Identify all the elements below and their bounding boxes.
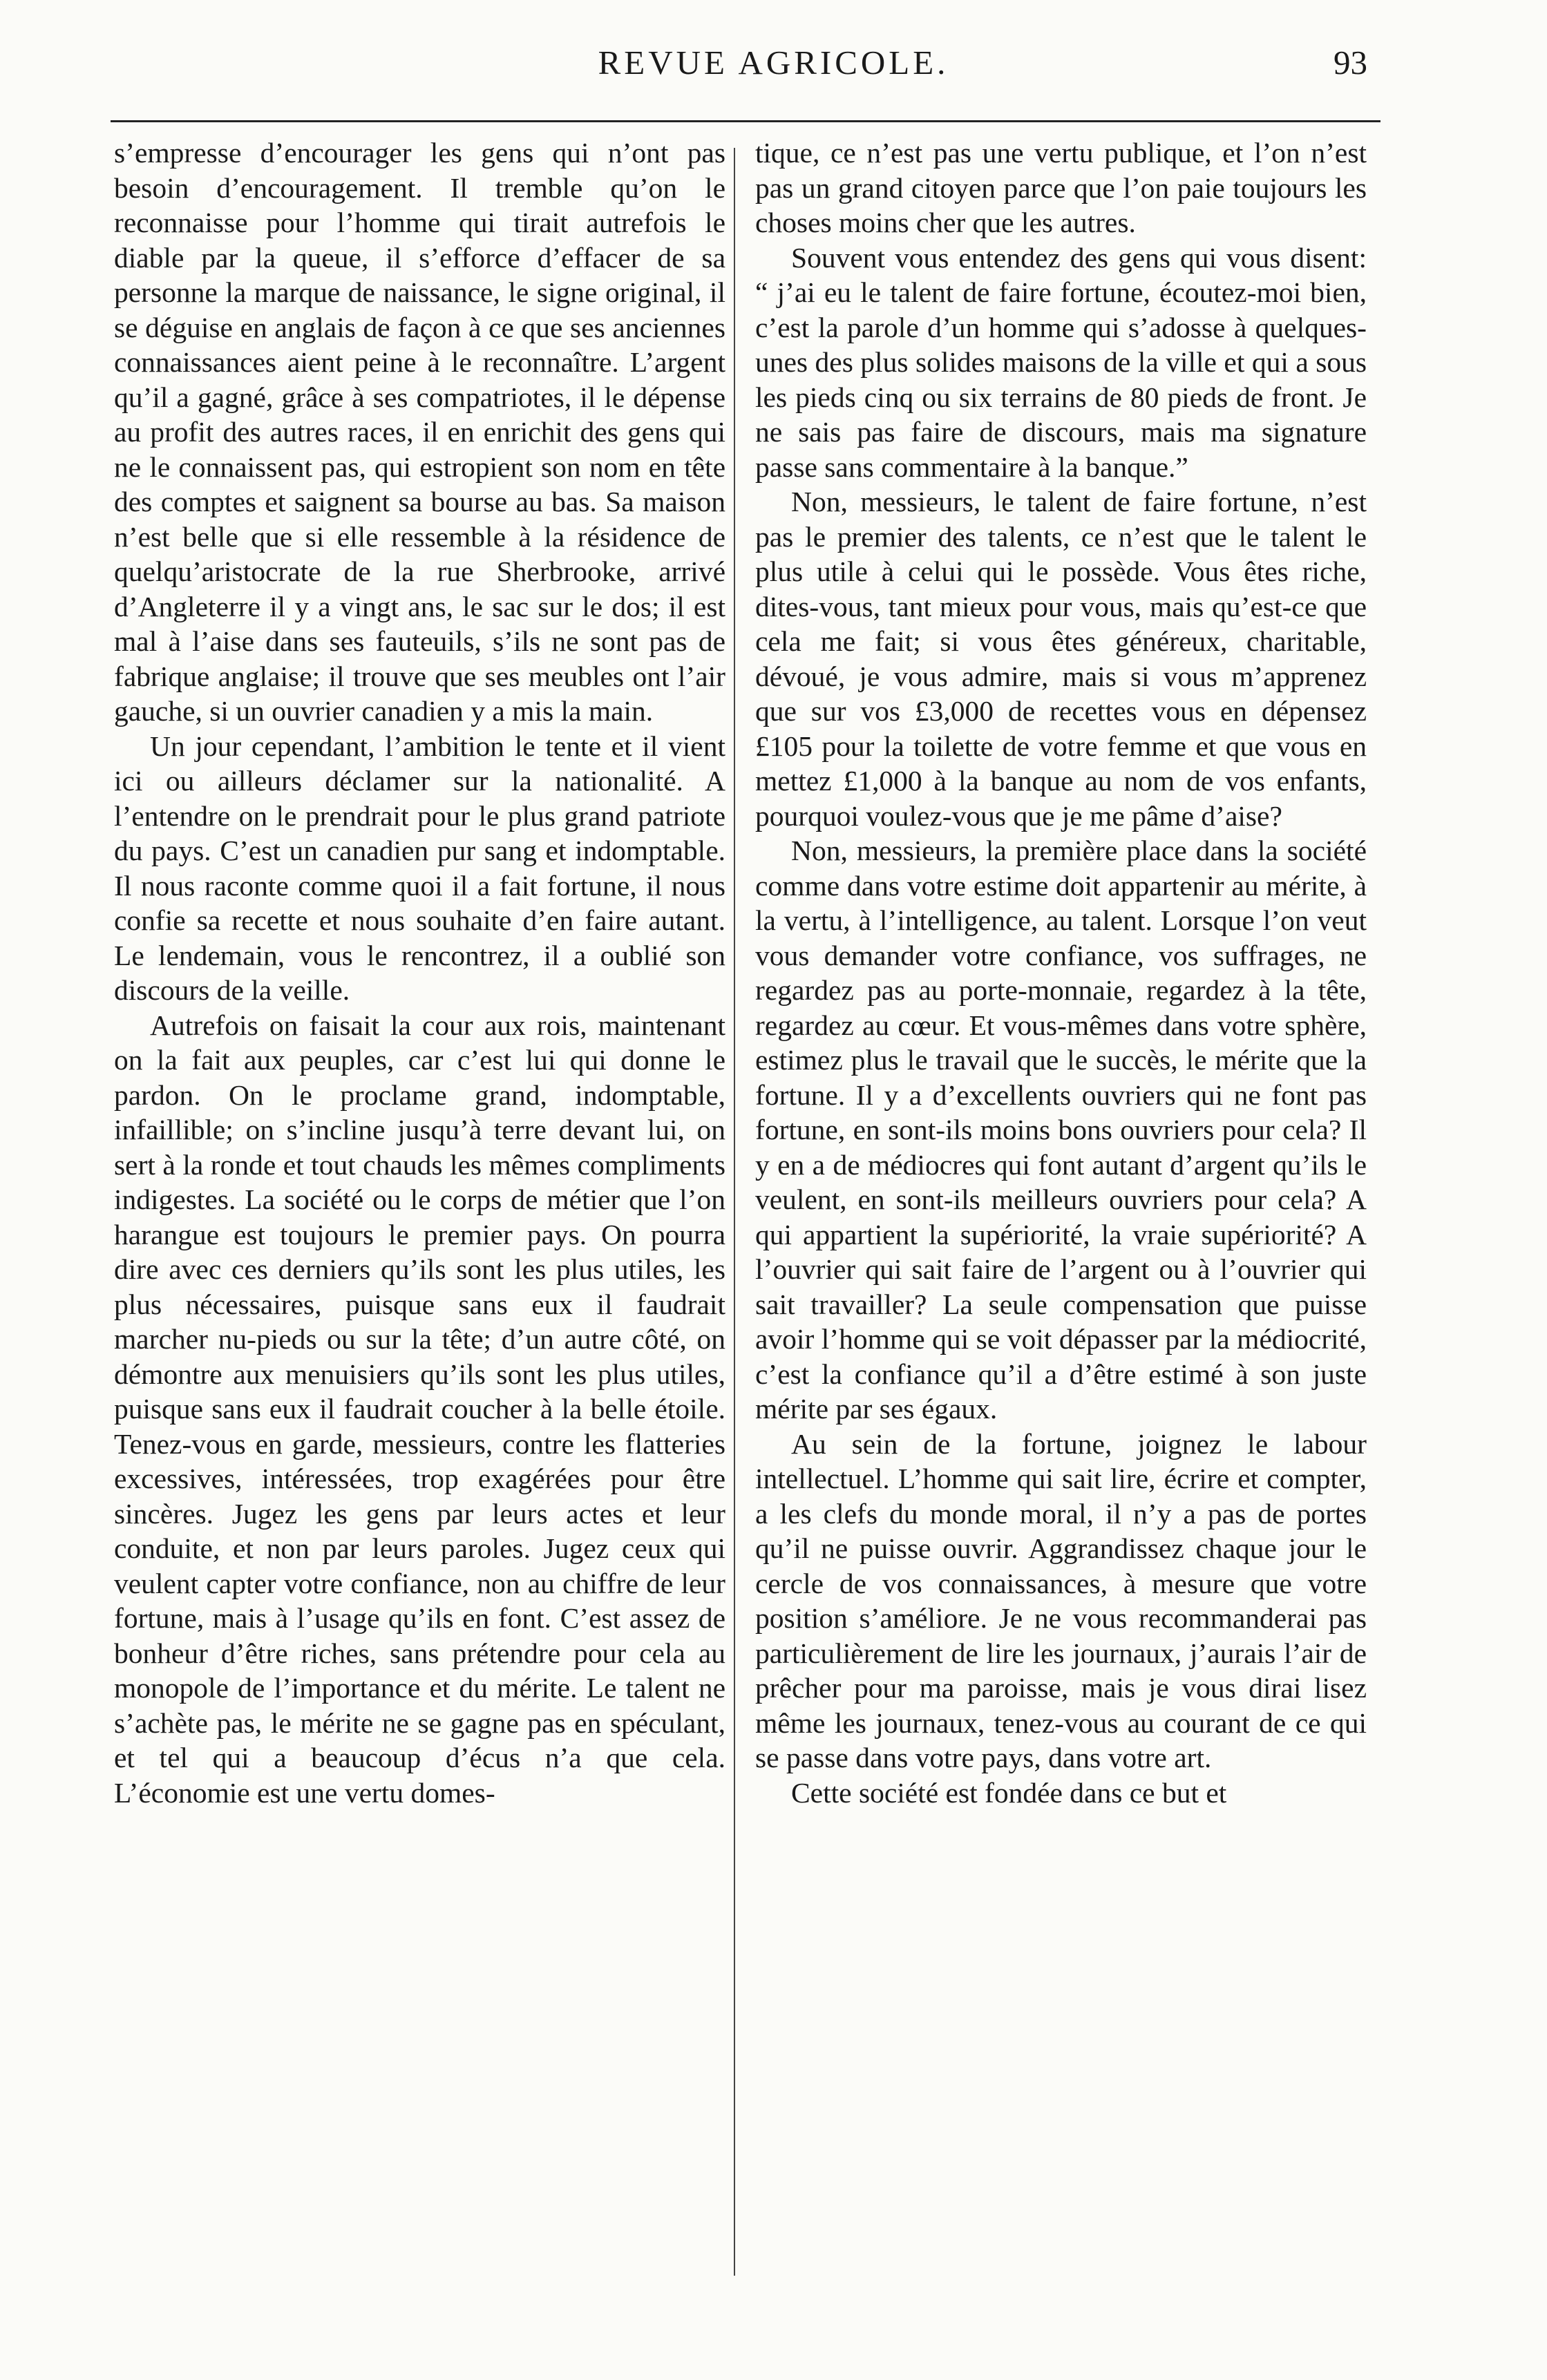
right-column (755, 135, 1367, 1810)
running-header-title: REVUE AGRICOLE. (598, 44, 949, 82)
left-paragraph-1: s’empresse d’encourager les gens qui n’ont pas besoin d’encouragement. Il tremble qu’on le reconnaisse pour l’homme qui tirait autrefois le diable par la queue, il s’efforce d’effacer de sa personne la marque de naissance, le signe original, il se déguise en anglais de façon à ce que ses anciennes connaissances aient peine à le reconnaître. L’argent qu’il a gagné, grâce à ses compatriotes, il le dépense au profit des autres races, il en enrichit des gens qui ne le connaissent pas, qui estropient son nom en tête des comptes et saignent sa bourse au bas. Sa maison n’est belle que si elle ressemble à la résidence de quelqu’aristocrate de la rue Sherbrooke, arrivé d’Angleterre il y a vingt ans, le sac sur le dos; il est mal à l’aise dans ses fauteuils, s’ils ne sont pas de fabrique anglaise; il trouve que ses meubles ont l’air gauche, si un ouvrier canadien y a mis la main. (114, 137, 725, 727)
left-paragraph-3: Autrefois on faisait la cour aux rois, maintenant on la fait aux peuples, car c’est lui qui donne le pardon. On le proclame grand, indomptable, infaillible; on s’incline jusqu’à terre devant lui, on sert à la ronde et tout chauds les mêmes compliments indigestes. La société ou le corps de métier que l’on harangue est toujours le premier pays. On pourra dire avec ces derniers qu’ils sont les plus utiles, les plus nécessaires, puisque sans eux il faudrait marcher nu-pieds ou sur la tête; d’un autre côté, on démontre aux menuisiers qu’ils sont les plus utiles, puisque sans eux il faudrait coucher à la belle étoile. Tenez-vous en garde, messieurs, contre les flatteries excessives, intéressées, trop exagérées pour être sincères. Jugez les gens par leurs actes et leur conduite, et non par leurs paroles. Jugez ceux qui veulent capter votre confiance, non au chiffre de leur fortune, mais à l’usage qu’ils en font. C’est assez de bonheur d’être riches, sans prétendre pour cela au monopole de l’importance et du mérite. Le talent ne s’achète pas, le mérite ne se gagne pas en spéculant, et tel qui a beaucoup d’écus n’a que cela. L’économie est une vertu domes- (114, 1009, 725, 1809)
right-paragraph-4: Non, messieurs, la première place dans la société comme dans votre estime doit appartenir au mérite, à la vertu, à l’intelligence, au talent. Lorsque l’on veut vous demander votre confiance, vos suffrages, ne regardez pas au porte-monnaie, regardez à la tête, regardez au cœur. Et vous-mêmes dans votre sphère, estimez plus le travail que le succès, le mérite que la fortune. Il y a d’excellents ouvriers qui ne font pas fortune, en sont-ils moins bons ouvriers pour cela? Il y en a de médiocres qui font autant d’argent qu’ils le veulent, en sont-ils meilleurs ouvriers pour cela? A qui appartient la supériorité, la vraie supériorité? A l’ouvrier qui sait faire de l’argent ou à l’ouvrier qui sait travailler? La seule compensation que puisse avoir l’homme qui se voit dépasser par la médiocrité, c’est la confiance qu’il a d’être estimé à son juste mérite par ses égaux. (755, 835, 1367, 1425)
right-paragraph-2: Souvent vous entendez des gens qui vous disent: “ j’ai eu le talent de faire fortune, écoutez-moi bien, c’est la parole d’un homme qui s’adosse à quelques-unes des plus solides maisons de la ville et qui a sous les pieds cinq ou six terrains de 80 pieds de front. Je ne sais pas faire de discours, mais ma signature passe sans commentaire à la banque.” (755, 241, 1367, 483)
left-column (114, 135, 725, 1810)
right-paragraph-6: Cette société est fondée dans ce but et (791, 1776, 1227, 1809)
right-paragraph-3: Non, messieurs, le talent de faire fortune, n’est pas le premier des talents, ce n’est que le talent le plus utile à celui qui le possède. Vous êtes riche, dites-vous, tant mieux pour vous, mais qu’est-ce que cela me fait; si vous êtes généreux, charitable, dévoué, je vous admire, mais si vous m’apprenez que sur vos £3,000 de recettes vous en dépensez £105 pour la toilette de votre femme et que vous en mettez £1,000 à la banque au nom de vos enfants, pourquoi voulez-vous que je me pâme d’aise? (755, 486, 1367, 832)
header-rule (111, 120, 1380, 122)
column-divider (734, 148, 735, 2276)
page-number: 93 (1334, 44, 1367, 82)
right-paragraph-5: Au sein de la fortune, joignez le labour intellectuel. L’homme qui sait lire, écrire et compter, a les clefs du monde moral, il n’y a pas de portes qu’il ne puisse ouvrir. Aggrandissez chaque jour le cercle de vos connaissances, à mesure que votre position s’améliore. Je ne vous recommanderai pas particulièrement de lire les journaux, j’aurais l’air de prêcher pour ma paroisse, mais je vous dirai lisez même les journaux, tenez-vous au courant de ce qui se passe dans votre pays, dans votre art. (755, 1427, 1367, 1773)
left-paragraph-2: Un jour cependant, l’ambition le tente et il vient ici ou ailleurs déclamer sur la nationalité. A l’entendre on le prendrait pour le plus grand patriote du pays. C’est un canadien pur sang et indomptable. Il nous raconte comme quoi il a fait fortune, il nous confie sa recette et nous souhaite d’en faire autant. Le lendemain, vous le rencontrez, il a oublié son discours de la veille. (114, 730, 725, 1006)
right-paragraph-1: tique, ce n’est pas une vertu publique, et l’on n’est pas un grand citoyen parce que l’on paie toujours les choses moins cher que les autres. (755, 137, 1367, 238)
